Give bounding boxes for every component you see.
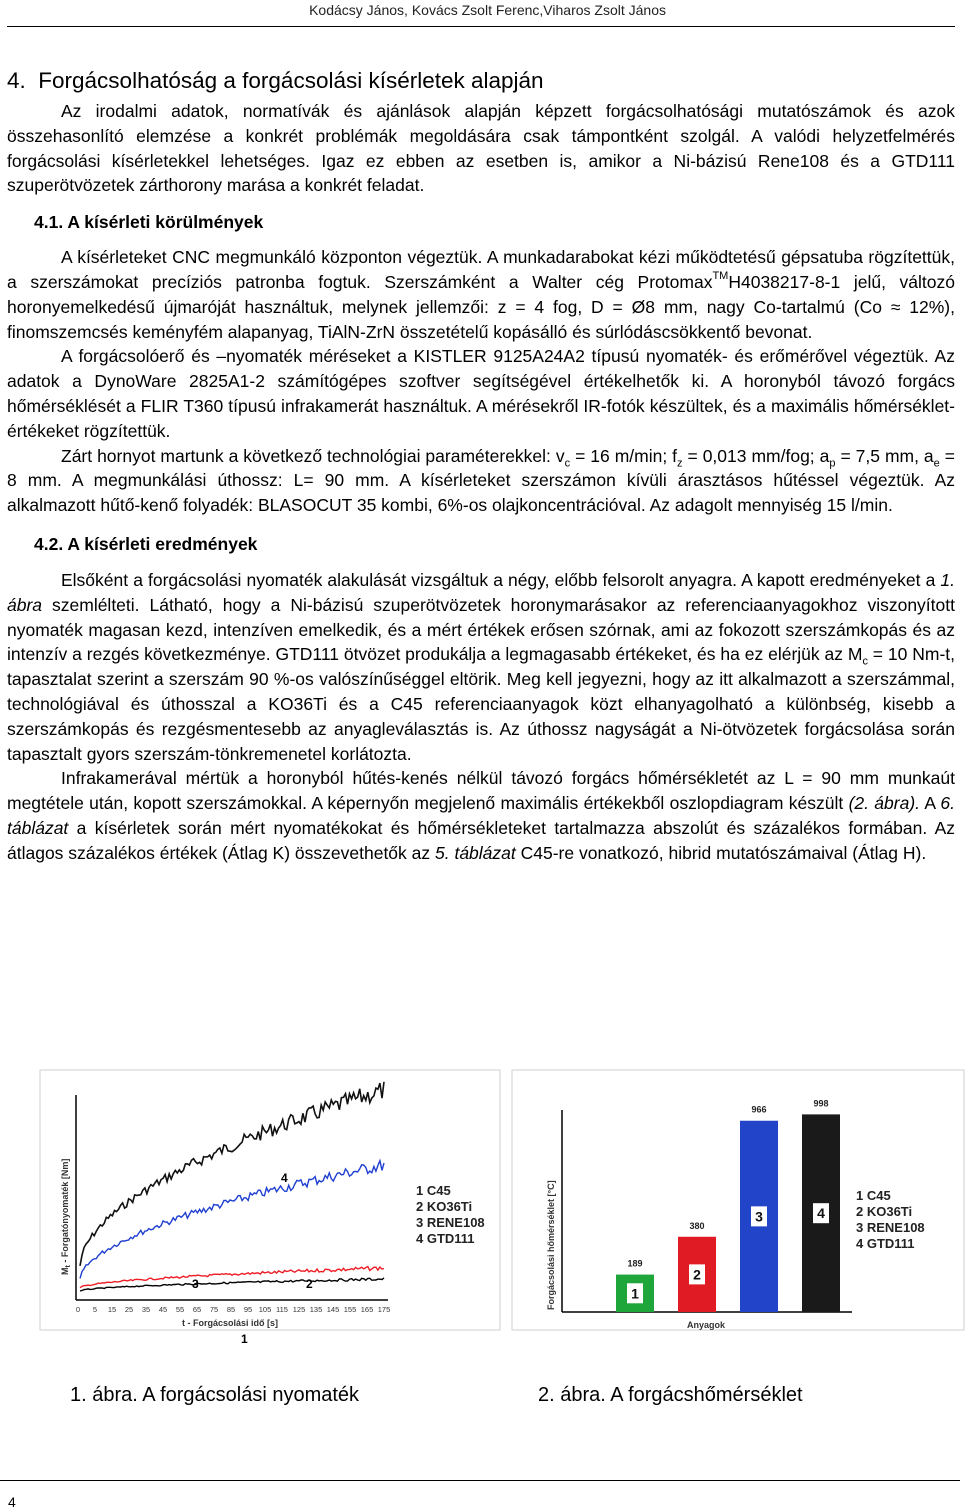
running-header: Kodácsy János, Kovács Zsolt Ferenc,Viharos Zsolt János [309,2,666,18]
fig1-legend-item: 4 GTD111 [416,1231,475,1246]
fig2-legend-item: 1 C45 [856,1188,891,1203]
page-number: 4 [8,1494,16,1510]
fig1-x-tick-label: 15 [107,1305,117,1314]
subsection-heading-4-2: 4.2. A kísérleti eredmények [34,533,258,554]
fig1-x-tick-label: 5 [92,1305,98,1314]
figure2-frame [512,1070,964,1330]
fig1-x-axis-label: t - Forgácsolási idő [s] [182,1318,279,1328]
fig1-x-tick-label: 125 [292,1305,306,1314]
conditions-paragraph-1: A kísérleteket CNC megmunkáló központon végeztük. A munkadarabokat kézi működtetésű gépsatuba rögzítettük, a szerszámokat precíziós patronba fogtuk. Szerszámként a Walter cég Protomax™H4038217-8-1 jelű, változó horonyemelkedésű újmaróját használtuk, melynek jellemzői: z = 4 fog, D = Ø8 mm, nagy Co-tartalmú (Co ≈ 12%), finomszemcsés keményfém alapanyag, TiAlN-ZrN összetételű kopásálló és súrlódáscsökkentő bevonat. [7,247,956,342]
fig1-x-tick-label: 45 [158,1305,168,1314]
fig2-reference: (2. ábra). [848,793,921,814]
section-number: 4. [7,68,26,93]
fig2-y-axis-label: Forgácsolási hőmérséklet [°C] [546,1180,556,1310]
bar-category-label: 3 [755,1208,763,1225]
fig1-reference: 1. ábra [7,569,955,615]
footer-rule [0,1480,960,1481]
fig1-x-tick-label: 115 [276,1305,288,1314]
fig2-x-axis-label: Anyagok [687,1320,726,1330]
bar-value-label: 189 [627,1258,643,1269]
fig1-x-tick-label: 85 [226,1305,236,1314]
fig1-legend-item: 1 C45 [416,1183,451,1198]
table5-reference: 5. táblázat [435,842,516,863]
section-title: Forgácsolhatóság a forgácsolási kísérletek alapján [38,68,544,93]
fig1-x-tick-label: 165 [360,1305,374,1314]
fig1-x-tick-label: 105 [258,1305,272,1314]
header-rule [7,26,955,27]
intro-paragraph: Az irodalmi adatok, normatívák és ajánlások alapján képzett forgácsolhatósági mutatószámok és azok összehasonlító elemzése a konkrét problémák megoldására csak támpontként szolgál. A valódi helyzetfelmérés forgácsolási kísérletekkel lehetséges. Igaz ez ebben az esetben is, amikor a Ni-bázisú Rene108 és a GTD111 szuperötvözetek zárthorony marása a konkrét feladat. [7,101,955,196]
fig1-x-tick-label: 135 [309,1305,323,1314]
fig1-x-tick-label: 145 [326,1305,340,1314]
page-content [7,65,955,866]
figures-row [0,1070,960,1346]
figure1-caption: 1. ábra. A forgácsolási nyomaték [70,1384,360,1406]
fig1-x-tick-label: 155 [343,1305,357,1314]
bar-category-label: 2 [693,1266,701,1283]
fig1-y-axis-label: $M_t$ - Forgatónyomaték [Nm] [60,1158,72,1275]
fig1-x-tick-label: 175 [377,1305,391,1314]
bar-value-label: 380 [689,1220,705,1231]
curve-label-3: 3 [192,1277,199,1291]
curve-label-2: 2 [306,1277,313,1291]
fig2-legend-item: 3 RENE108 [856,1220,925,1235]
conditions-paragraph-2: A forgácsolóerő és –nyomaték méréseket a KISTLER 9125A24A2 típusú nyomaték- és erőmérővel végeztük. Az adatok a DynoWare 2825A1-2 számítógépes szoftver segítségével értékelhetők ki. A horonyból távozó forgács hőmérséklését a FLIR T360 típusú infrakamerát használtuk. A mérésekről IR-fotók készültek, és a maximális hőmérséklet-értékeket rögzítettük. [7,346,955,441]
fig1-x-tick-label: 0 [75,1305,81,1314]
temperature-chart [512,1070,972,1330]
fig1-x-tick-label: 95 [243,1305,253,1314]
conditions-paragraph-3: Zárt hornyot martunk a következő technológiai paraméterekkel: $v_c = 16$ m/min; $f_z = 0,013$ mm/fog; $a_p = 7,5$ mm, $a_e = 8$ mm. A megmunkálási úthossz: L= 90 mm. A kísérleteket szerszámon kívüli árasztásos hűtéssel végeztük. Az alkalmazott hűtő-kenő folyadék: BLASOCUT 35 kombi, 6%-os olajkoncentrációval. Az adagolt mennyiség 15 l/min. [7,445,955,516]
bar-value-label: 998 [813,1098,829,1109]
results-paragraph-2: Infrakamerával mértük a horonyból hűtés-kenés nélkül távozó forgács hőmérsékletét az L = 90 mm munkaút megtétele után, kopott szerszámokkal. A képernyőn megjelenő maximális értékekből oszlopdiagram készült (2. ábra). A 6. táblázat a kísérletek során mért nyomatékokat és hőmérsékleteket tartalmazza abszolút és százalékos formában. Az átlagos százalékos értékek (Átlag K) összevethetők az 5. táblázat C45-re vonatkozó, hibrid mutatószámaival (Átlag H). [7,768,956,863]
section-heading [7,65,955,97]
torque-figure [16,1070,496,1346]
curve-label-4: 4 [281,1171,288,1185]
fig2-legend-item: 2 KO36Ti [856,1204,913,1219]
results-paragraph-1: Elsőként a forgácsolási nyomaték alakulását vizsgáltuk a négy, előbb felsorolt anyagra. A kapott eredményeket a 1. ábra szemlélteti. Látható, hogy a Ni-bázisú szuperötvözetek horonymarásakor az referenciaanyagokhoz viszonyított nyomaték magasan kezd, intenzíven emelkedik, és a mért értékek erősen szórnak, ami az fokozott szerszámkopás és az intenzív a rezgés következménye. GTD111 ötvözet produkálja a legmagasabb értékeket, és ha ez elérjük az $M_c = 10$ Nm-t, tapasztalat szerint a szerszám 90 %-os valószínűséggel eltörik. Meg kell jegyezni, hogy az itt alkalmazott a szerszámmal, technológiával és úthosszal a KO36Ti és a C45 referenciaanyagok közt elhanyagolható a különbség, kisebb a szerszámkopás és rezgésmentesebb az anyagleválasztás is. Az úthossz nagyságát a Ni-ötvözetek forgácsolása során tapasztalt gyors szerszám-tönkremenetel korlátozta. [7,569,955,764]
table6-reference: 6. táblázat [7,793,956,838]
fig1-legend-item: 3 RENE108 [416,1215,485,1230]
fig1-x-tick-label: 35 [141,1305,151,1314]
fig1-x-tick-label: 75 [209,1305,219,1314]
figure2-caption: 2. ábra. A forgácshőmérséklet [538,1384,803,1406]
subsection-heading-4-1: 4.1. A kísérleti körülmények [34,212,264,233]
fig1-x-tick-label: 55 [175,1305,185,1314]
bar-category-label: 4 [817,1205,825,1222]
fig2-legend-item: 4 GTD111 [856,1236,915,1251]
trademark-superscript: TM [712,270,729,283]
fig1-x-tick-label: 65 [192,1305,202,1314]
bar-value-label: 966 [751,1104,767,1115]
bar-category-label: 1 [631,1285,639,1302]
curve-label-1: 1 [241,1332,248,1346]
fig1-x-tick-label: 25 [124,1305,134,1314]
fig1-legend-item: 2 KO36Ti [416,1199,473,1214]
